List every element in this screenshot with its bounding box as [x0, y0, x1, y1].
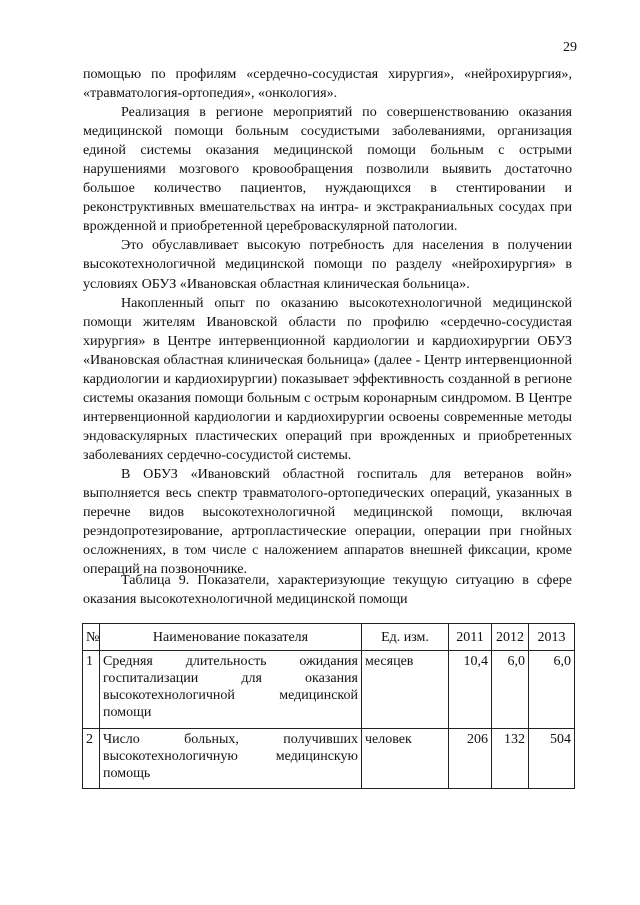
header-2011: 2011 [449, 624, 492, 651]
header-indicator: Наименование показателя [100, 624, 362, 651]
value-2012: 132 [492, 729, 529, 789]
indicator-name: Средняя длительность ожидания госпитализации для оказания высокотехнологичной медицинской помощи [100, 651, 362, 729]
paragraph: Реализация в регионе мероприятий по совершенствованию оказания медицинской помощи больным сосудистыми заболеваниями, организация единой системы оказания медицинской помощи больным с острыми нарушениями мозгового кровообращения позволили выявить достаточно большое количество пациентов, нуждающихся в стентировании и реконструктивных вмешательствах на интра- и экстракраниальных сосудах при врожденной и приобретенной цереброваскулярной патологии. [83, 104, 572, 235]
row-number: 2 [83, 729, 100, 789]
value-2012: 6,0 [492, 651, 529, 729]
header-2013: 2013 [529, 624, 575, 651]
table-caption: Таблица 9. Показатели, характеризующие текущую ситуацию в сфере оказания высокотехнологичной медицинской помощи [83, 572, 572, 607]
value-2013: 6,0 [529, 651, 575, 729]
indicator-name: Число больных, получивших высокотехнологичную медицинскую помощь [100, 729, 362, 789]
header-number: № [83, 624, 100, 651]
value-2011: 10,4 [449, 651, 492, 729]
value-2011: 206 [449, 729, 492, 789]
body-text [83, 65, 572, 579]
table-header-row [83, 624, 575, 651]
indicators-table [82, 623, 575, 789]
value-2013: 504 [529, 729, 575, 789]
unit: человек [362, 729, 449, 789]
paragraph: В ОБУЗ «Ивановский областной госпиталь для ветеранов войн» выполняется весь спектр травматолого-ортопедических операций, указанных в перечне видов высокотехнологичной медицинской помощи, включая реэндопротезирование, артропластические операции, операции при гнойных осложнениях, в том числе с наложением аппаратов внешней фиксации, кроме операций на позвоночнике. [83, 465, 572, 578]
table-row [83, 651, 575, 729]
paragraph: помощью по профилям «сердечно-сосудистая хирургия», «нейрохирургия», «травматология-ортопедия», «онкология». [83, 66, 572, 102]
page-number: 29 [563, 40, 577, 55]
table-row [83, 729, 575, 789]
unit: месяцев [362, 651, 449, 729]
paragraph: Накопленный опыт по оказанию высокотехнологичной медицинской помощи жителям Ивановской области по профилю «сердечно-сосудистая хирургия» в Центре интервенционной кардиологии и кардиохирургии ОБУЗ «Ивановская областная клиническая больница» (далее - Центр интервенционной кардиологии и кардиохирургии) показывает эффективность созданной в регионе системы оказания помощи больным с острым коронарным синдромом. В Центре интервенционной кардиологии и кардиохирургии освоены современные методы эндоваскулярных пластических операций при врожденных и приобретенных заболеваниях сердечно-сосудистой системы. [83, 294, 572, 463]
header-unit: Ед. изм. [362, 624, 449, 651]
header-2012: 2012 [492, 624, 529, 651]
paragraph: Это обуславливает высокую потребность для населения в получении высокотехнологичной медицинской помощи по разделу «нейрохирургия» в условиях ОБУЗ «Ивановская областная клиническая больница». [83, 237, 572, 292]
row-number: 1 [83, 651, 100, 729]
